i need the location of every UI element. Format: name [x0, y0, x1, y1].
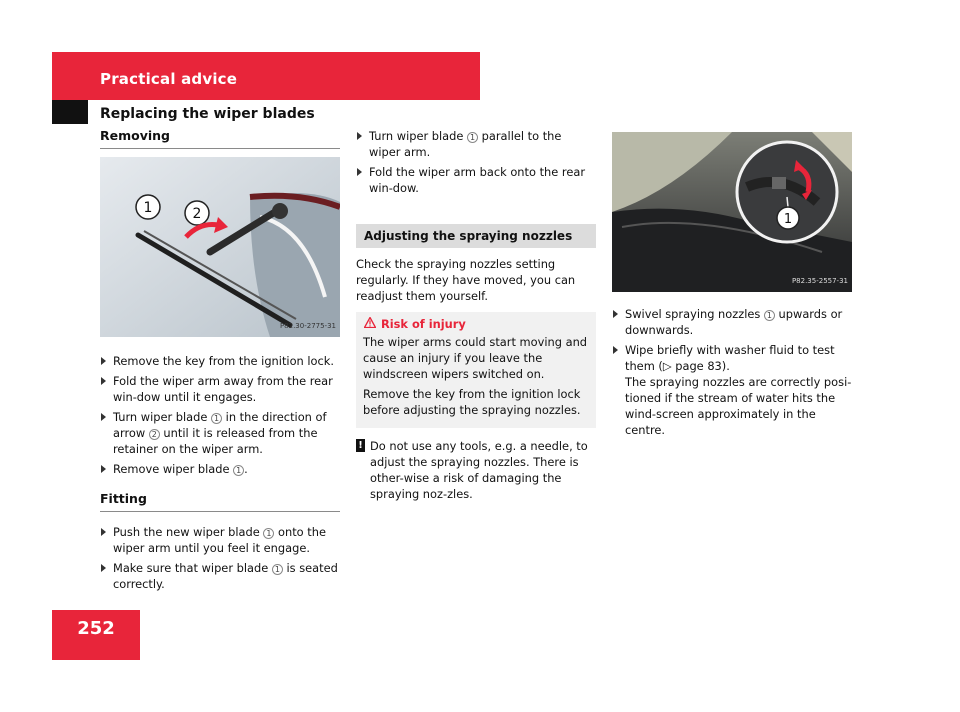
photo-reference-code: P82.35-2557-31 — [791, 277, 848, 285]
callout-1: 1 — [143, 200, 153, 216]
step-fold-back: Fold the wiper arm back onto the rear win-dow. — [356, 164, 596, 196]
page-reference-arrow-icon: ▷ — [662, 359, 672, 373]
page-number: 252 — [77, 618, 115, 639]
nozzles-intro: Check the spraying nozzles setting regularly. If they have moved, you can readjust them yourself. — [356, 257, 576, 303]
step-text: Remove wiper blade — [113, 462, 234, 476]
callout-ref-1: 1 — [764, 310, 775, 321]
step-push-blade — [100, 524, 340, 556]
warning-text-2: Remove the key from the ignition lock before adjusting the spraying nozzles. — [363, 387, 581, 417]
nozzles-heading: Adjusting the spraying nozzles — [356, 224, 596, 248]
warning-triangle-icon — [363, 316, 377, 332]
warning-title-row — [363, 316, 589, 332]
note-block — [356, 438, 596, 502]
step-text: Turn wiper blade — [113, 410, 212, 424]
callout-ref-1: 1 — [233, 465, 244, 476]
step-check-seated — [100, 560, 340, 592]
callout-1: 1 — [783, 212, 793, 227]
step-fold-arm: Fold the wiper arm away from the rear win-dow until it engages. — [100, 373, 340, 405]
step-text: until it is released from the retainer on the wiper arm. — [113, 426, 318, 456]
step-text: is seated correctly. — [113, 561, 338, 591]
callout-ref-2: 2 — [149, 429, 160, 440]
exclamation-icon: ! — [356, 439, 365, 452]
callout-2: 2 — [192, 206, 202, 222]
step-text: parallel to the wiper arm. — [369, 129, 562, 159]
step-text: Swivel spraying nozzles — [625, 307, 764, 321]
step-swivel-nozzles — [612, 306, 852, 338]
step-text: Wipe briefly with washer fluid to test them ( — [625, 343, 835, 373]
page-reference-link[interactable]: page 83). — [671, 359, 730, 373]
step-text: Push the new wiper blade — [113, 525, 264, 539]
step-turn-parallel — [356, 128, 596, 160]
section-label: Practical advice — [100, 70, 238, 88]
column-right — [612, 132, 852, 442]
callout-ref-1: 1 — [467, 132, 478, 143]
warning-text-1: The wiper arms could start moving and cause an injury if you leave the windscreen wipers switched on. — [363, 335, 588, 381]
nozzle-illustration — [612, 132, 852, 292]
header-tab-marker — [52, 100, 88, 124]
callout-ref-1: 1 — [263, 528, 274, 539]
step-turn-blade — [100, 409, 340, 457]
step-text: upwards or downwards. — [625, 307, 843, 337]
wiper-removal-photo — [100, 157, 340, 337]
page-title: Replacing the wiper blades — [100, 106, 315, 122]
step-text: in the direction of arrow — [113, 410, 327, 440]
warning-title: Risk of injury — [380, 317, 466, 331]
step-remove-key: Remove the key from the ignition lock. — [100, 353, 340, 369]
column-middle — [356, 128, 596, 502]
nozzle-photo — [612, 132, 852, 292]
note-text: Do not use any tools, e.g. a needle, to adjust the spraying nozzles. There is other-wise a risk of damaging the spraying noz-zles. — [370, 439, 588, 501]
wiper-removal-illustration — [100, 157, 340, 337]
photo-reference-code: P82.30-2775-31 — [279, 322, 336, 330]
step-text: onto the wiper arm until you feel it engage. — [113, 525, 326, 555]
removing-heading: Removing — [100, 128, 340, 149]
column-left — [100, 128, 340, 596]
callout-ref-1: 1 — [211, 413, 222, 424]
callout-ref-1: 1 — [272, 564, 283, 575]
step-test-washer — [612, 342, 852, 438]
warning-box — [356, 312, 596, 428]
fitting-heading: Fitting — [100, 491, 340, 512]
step-text: The spraying nozzles are correctly posi-tioned if the stream of water hits the wind-screen approximately in the centre. — [625, 375, 852, 437]
step-remove-blade — [100, 461, 340, 477]
step-text: Turn wiper blade — [369, 129, 468, 143]
step-text: Make sure that wiper blade — [113, 561, 272, 575]
step-text: . — [244, 462, 248, 476]
